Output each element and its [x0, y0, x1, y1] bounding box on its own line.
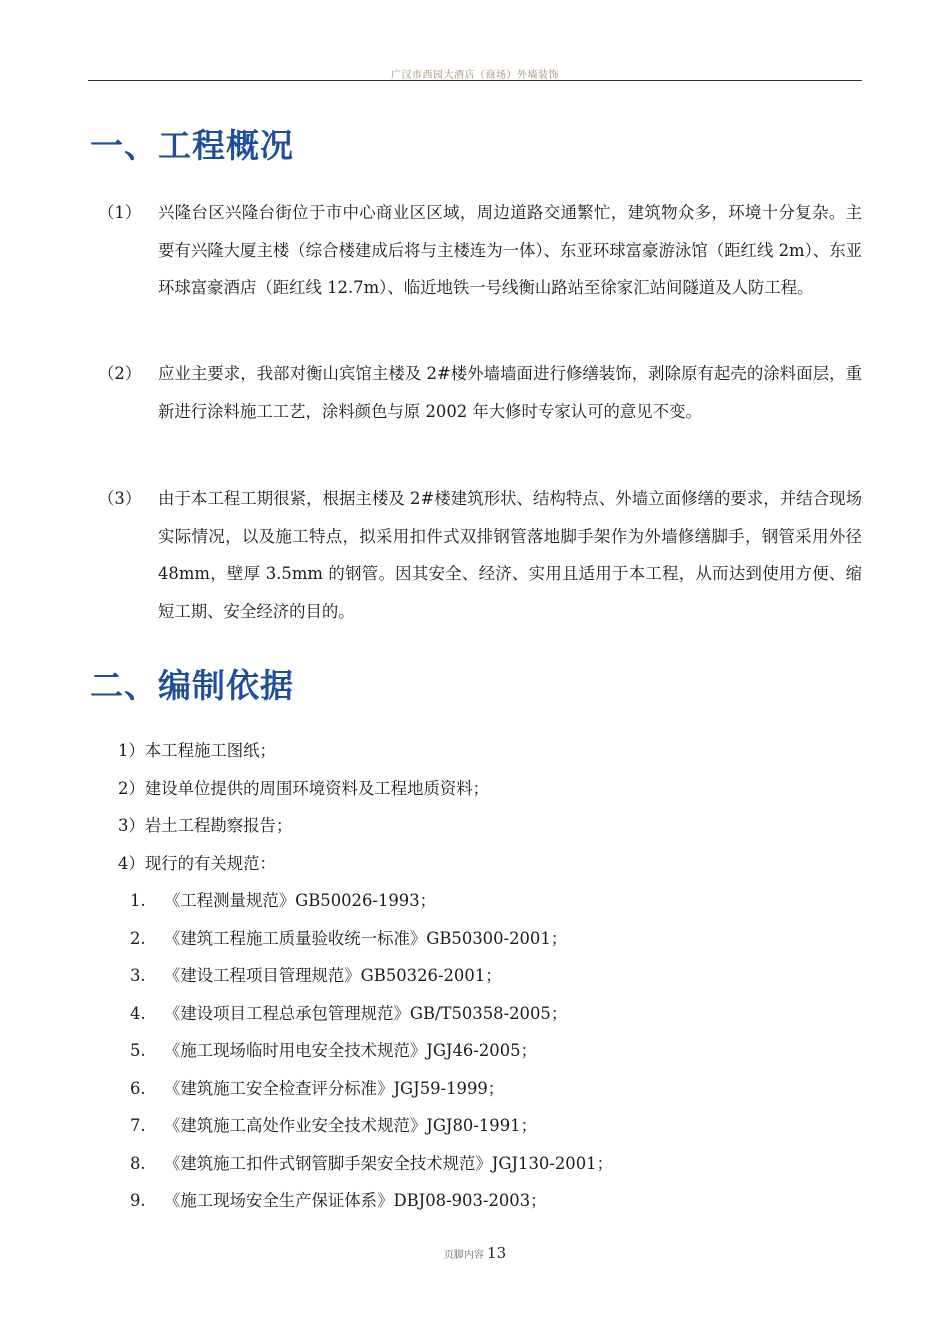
standard-text: 《建设工程项目管理规范》GB50326-2001；: [164, 966, 502, 985]
paragraph-text: 由于本工程工期很紧，根据主楼及 2#楼建筑形状、结构特点、外墙立面修缮的要求，并结合现场实际情况，以及施工特点，拟采用扣件式双排钢管落地脚手架作为外墙修缮脚手，钢管采用外径 48mm，壁厚 3.5mm 的钢管。因其安全、经济、实用且适用于本工程，从而达到使用方便、缩短工期、安全经济的目的。: [158, 489, 862, 621]
standard-number: 2.: [130, 929, 146, 948]
standard-number: 9.: [130, 1191, 146, 1210]
standard-text: 《建筑施工扣件式钢管脚手架安全技术规范》JGJ130-2001；: [164, 1154, 613, 1173]
basis-item: 1）本工程施工图纸；: [118, 741, 276, 760]
standard-number: 4.: [130, 1004, 146, 1023]
standard-text: 《建设项目工程总承包管理规范》GB/T50358-2005；: [164, 1004, 568, 1023]
paragraph-number: （2）: [98, 364, 142, 383]
standard-number: 1.: [130, 891, 146, 910]
basis-item: 3）岩土工程勘察报告；: [118, 816, 293, 835]
standard-item: [130, 882, 436, 920]
standard-number: 5.: [130, 1041, 146, 1060]
standard-number: 6.: [130, 1079, 146, 1098]
standard-number: 7.: [130, 1116, 146, 1135]
standard-number: 3.: [130, 966, 146, 985]
standard-text: 《建筑施工安全检查评分标准》JGJ59-1999；: [164, 1079, 505, 1098]
overview-paragraph-2: [90, 355, 862, 430]
standard-number: 8.: [130, 1154, 146, 1173]
standard-text: 《工程测量规范》GB50026-1993；: [164, 891, 437, 910]
footer-label: 页脚内容: [443, 1250, 484, 1261]
paragraph-text: 兴隆台区兴隆台街位于市中心商业区区域，周边道路交通繁忙，建筑物众多，环境十分复杂。主要有兴隆大厦主楼（综合楼建成后将与主楼连为一体）、东亚环球富豪游泳馆（距红线 2m）、东亚环球富豪酒店（距红线 12.7m）、临近地铁一号线衡山路站至徐家汇站间隧道及人防工程。: [158, 203, 862, 297]
standard-text: 《施工现场安全生产保证体系》DBJ08-903-2003；: [164, 1191, 547, 1210]
paragraph-number: （1）: [98, 203, 142, 222]
standard-text: 《施工现场临时用电安全技术规范》JGJ46-2005；: [164, 1041, 537, 1060]
overview-paragraph-3: [90, 480, 862, 630]
header-divider: [88, 80, 862, 81]
standard-text: 《建筑工程施工质量验收统一标准》GB50300-2001；: [164, 929, 568, 948]
standard-item: [130, 1182, 547, 1220]
standard-item: [130, 1107, 537, 1145]
standard-item: [130, 957, 502, 995]
standard-item: [130, 1070, 504, 1108]
page-header: 广汉市西园大酒店（商场）外墙装饰: [391, 70, 559, 81]
standard-item: [130, 920, 567, 958]
standard-item: [130, 1145, 613, 1183]
section-title-overview: 一、工程概况: [90, 126, 294, 165]
overview-paragraph-1: [90, 194, 862, 307]
basis-item: 4）现行的有关规范：: [118, 854, 276, 873]
page-number: 13: [487, 1244, 507, 1262]
basis-item: 2）建设单位提供的周围环境资料及工程地质资料；: [118, 779, 490, 798]
paragraph-text: 应业主要求，我部对衡山宾馆主楼及 2#楼外墙墙面进行修缮装饰，剥除原有起壳的涂料面层，重新进行涂料施工工艺，涂料颜色与原 2002 年大修时专家认可的意见不变。: [158, 364, 862, 421]
standard-item: [130, 1032, 537, 1070]
standard-text: 《建筑施工高处作业安全技术规范》JGJ80-1991；: [164, 1116, 537, 1135]
section-title-basis: 二、编制依据: [90, 666, 294, 705]
paragraph-number: （3）: [98, 489, 142, 508]
page-footer: [0, 1244, 950, 1262]
standard-item: [130, 995, 567, 1033]
